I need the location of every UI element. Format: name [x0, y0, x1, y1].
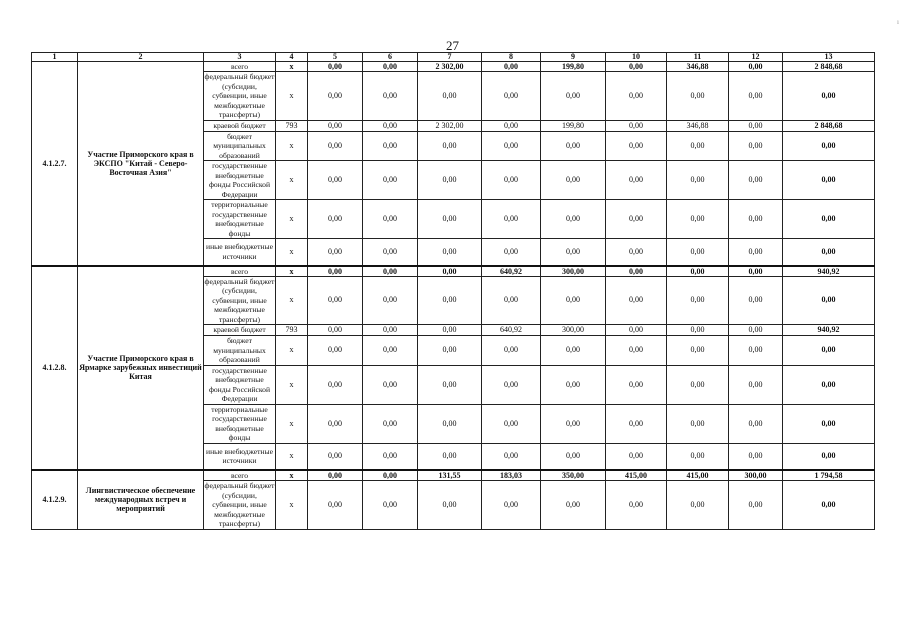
measure-code: 4.1.2.8.	[32, 266, 78, 471]
funding-source: государственные внебюджетные фонды Российской Федерации	[204, 365, 276, 404]
code-cell: x	[276, 239, 308, 266]
code-cell: x	[276, 62, 308, 72]
value-cell: 0,00	[667, 131, 729, 161]
value-cell: 0,00	[482, 72, 541, 121]
column-number: 5	[308, 53, 363, 62]
value-cell: 0,00	[363, 266, 418, 277]
funding-source: краевой бюджет	[204, 120, 276, 131]
value-cell: 0,00	[729, 200, 783, 239]
value-cell: 0,00	[308, 404, 363, 443]
value-cell: 0,00	[363, 276, 418, 325]
value-cell: 0,00	[667, 239, 729, 266]
measure-name: Участие Приморского края в ЭКСПО "Китай - Северо-Восточная Азия"	[78, 62, 204, 266]
value-cell: 0,00	[418, 131, 482, 161]
column-number: 6	[363, 53, 418, 62]
funding-source: иные внебюджетные источники	[204, 239, 276, 266]
value-cell: 0,00	[667, 200, 729, 239]
funding-source: государственные внебюджетные фонды Российской Федерации	[204, 161, 276, 200]
value-cell: 0,00	[418, 404, 482, 443]
value-cell: 0,00	[482, 443, 541, 470]
value-cell: 0,00	[783, 131, 875, 161]
value-cell: 0,00	[729, 161, 783, 200]
code-cell: 793	[276, 325, 308, 336]
funding-source: краевой бюджет	[204, 325, 276, 336]
value-cell: 0,00	[363, 200, 418, 239]
table-row	[32, 470, 875, 481]
value-cell: 0,00	[667, 276, 729, 325]
value-cell: 0,00	[418, 481, 482, 530]
value-cell: 300,00	[729, 470, 783, 481]
column-number: 2	[78, 53, 204, 62]
value-cell: 0,00	[418, 72, 482, 121]
code-cell: x	[276, 72, 308, 121]
value-cell: 0,00	[482, 239, 541, 266]
column-number: 7	[418, 53, 482, 62]
column-number: 13	[783, 53, 875, 62]
value-cell: 0,00	[783, 239, 875, 266]
value-cell: 0,00	[363, 325, 418, 336]
value-cell: 2 848,68	[783, 120, 875, 131]
code-cell: x	[276, 443, 308, 470]
value-cell: 0,00	[308, 239, 363, 266]
value-cell: 0,00	[667, 336, 729, 366]
column-number: 11	[667, 53, 729, 62]
value-cell: 0,00	[606, 481, 667, 530]
value-cell: 0,00	[606, 336, 667, 366]
budget-table	[31, 52, 875, 530]
value-cell: 0,00	[363, 404, 418, 443]
code-cell: 793	[276, 120, 308, 131]
value-cell: 0,00	[606, 239, 667, 266]
value-cell: 0,00	[418, 336, 482, 366]
value-cell: 0,00	[606, 161, 667, 200]
value-cell: 0,00	[363, 239, 418, 266]
value-cell: 0,00	[418, 325, 482, 336]
measure-name: Участие Приморского края в Ярмарке зарубежных инвестиций Китая	[78, 266, 204, 471]
corner-mark: ı	[897, 18, 899, 26]
value-cell: 0,00	[541, 336, 606, 366]
value-cell: 0,00	[308, 325, 363, 336]
value-cell: 0,00	[606, 325, 667, 336]
value-cell: 0,00	[783, 404, 875, 443]
column-number: 9	[541, 53, 606, 62]
value-cell: 0,00	[482, 481, 541, 530]
funding-source: иные внебюджетные источники	[204, 443, 276, 470]
funding-source: федеральный бюджет (субсидии, субвенции, иные межбюджетные трансферты)	[204, 72, 275, 119]
funding-source: всего	[204, 470, 276, 481]
value-cell: 0,00	[729, 481, 783, 530]
value-cell: 0,00	[729, 131, 783, 161]
measure-name: Лингвистическое обеспечение международных встреч и мероприятий	[78, 470, 204, 529]
value-cell: 0,00	[729, 336, 783, 366]
value-cell: 0,00	[308, 266, 363, 277]
value-cell: 0,00	[729, 266, 783, 277]
funding-source: бюджет муниципальных образований	[204, 336, 276, 366]
value-cell: 0,00	[308, 481, 363, 530]
value-cell: 0,00	[783, 481, 875, 530]
column-number: 12	[729, 53, 783, 62]
value-cell: 0,00	[482, 161, 541, 200]
measure-code: 4.1.2.7.	[32, 62, 78, 266]
value-cell: 640,92	[482, 325, 541, 336]
value-cell: 0,00	[541, 443, 606, 470]
value-cell: 2 302,00	[418, 62, 482, 72]
code-cell: x	[276, 266, 308, 277]
value-cell: 0,00	[418, 276, 482, 325]
value-cell: 0,00	[541, 239, 606, 266]
value-cell: 0,00	[667, 72, 729, 121]
value-cell: 0,00	[308, 62, 363, 72]
column-number: 10	[606, 53, 667, 62]
column-number: 8	[482, 53, 541, 62]
value-cell: 0,00	[606, 62, 667, 72]
value-cell: 415,00	[606, 470, 667, 481]
value-cell: 0,00	[541, 365, 606, 404]
value-cell: 0,00	[541, 131, 606, 161]
value-cell: 0,00	[308, 336, 363, 366]
table-row	[32, 62, 875, 72]
value-cell: 0,00	[606, 365, 667, 404]
code-cell: x	[276, 276, 308, 325]
value-cell: 346,88	[667, 120, 729, 131]
value-cell: 131,55	[418, 470, 482, 481]
value-cell: 350,00	[541, 470, 606, 481]
funding-source: бюджет муниципальных образований	[204, 131, 276, 161]
column-number: 1	[32, 53, 78, 62]
value-cell: 0,00	[308, 161, 363, 200]
value-cell: 0,00	[783, 365, 875, 404]
code-cell: x	[276, 481, 308, 530]
value-cell: 0,00	[606, 120, 667, 131]
measure-code: 4.1.2.9.	[32, 470, 78, 529]
value-cell: 0,00	[308, 131, 363, 161]
value-cell: 0,00	[482, 336, 541, 366]
value-cell: 0,00	[482, 200, 541, 239]
value-cell: 300,00	[541, 266, 606, 277]
page-number: 27	[446, 38, 459, 53]
code-cell: x	[276, 131, 308, 161]
funding-source: всего	[204, 62, 276, 72]
code-cell: x	[276, 200, 308, 239]
funding-source: федеральный бюджет (субсидии, субвенции, иные межбюджетные трансферты)	[204, 481, 275, 528]
funding-source: федеральный бюджет (субсидии, субвенции, иные межбюджетные трансферты)	[204, 276, 275, 324]
value-cell: 0,00	[308, 120, 363, 131]
value-cell: 0,00	[541, 276, 606, 325]
value-cell: 0,00	[363, 161, 418, 200]
value-cell: 0,00	[667, 481, 729, 530]
value-cell: 0,00	[783, 200, 875, 239]
value-cell: 0,00	[729, 325, 783, 336]
value-cell: 0,00	[363, 443, 418, 470]
value-cell: 0,00	[606, 131, 667, 161]
value-cell: 0,00	[667, 365, 729, 404]
value-cell: 0,00	[729, 120, 783, 131]
value-cell: 940,92	[783, 266, 875, 277]
value-cell: 0,00	[606, 266, 667, 277]
value-cell: 0,00	[363, 481, 418, 530]
value-cell: 415,00	[667, 470, 729, 481]
value-cell: 199,80	[541, 120, 606, 131]
value-cell: 2 848,68	[783, 62, 875, 72]
value-cell: 0,00	[308, 443, 363, 470]
value-cell: 199,80	[541, 62, 606, 72]
value-cell: 0,00	[418, 365, 482, 404]
value-cell: 0,00	[783, 336, 875, 366]
value-cell: 0,00	[541, 404, 606, 443]
value-cell: 0,00	[783, 72, 875, 121]
funding-source: территориальные государственные внебюджетные фонды	[204, 404, 276, 443]
funding-source: всего	[204, 266, 276, 277]
value-cell: 0,00	[541, 200, 606, 239]
value-cell: 0,00	[363, 72, 418, 121]
value-cell: 0,00	[783, 161, 875, 200]
value-cell: 640,92	[482, 266, 541, 277]
value-cell: 0,00	[363, 62, 418, 72]
value-cell: 0,00	[729, 276, 783, 325]
value-cell: 0,00	[482, 276, 541, 325]
value-cell: 0,00	[308, 276, 363, 325]
value-cell: 0,00	[729, 443, 783, 470]
value-cell: 0,00	[606, 200, 667, 239]
value-cell: 0,00	[606, 72, 667, 121]
code-cell: x	[276, 470, 308, 481]
value-cell: 0,00	[667, 325, 729, 336]
value-cell: 0,00	[418, 161, 482, 200]
value-cell: 0,00	[482, 62, 541, 72]
value-cell: 0,00	[606, 276, 667, 325]
value-cell: 0,00	[418, 239, 482, 266]
code-cell: x	[276, 365, 308, 404]
value-cell: 0,00	[363, 131, 418, 161]
value-cell: 0,00	[363, 336, 418, 366]
value-cell: 0,00	[729, 404, 783, 443]
value-cell: 0,00	[363, 120, 418, 131]
value-cell: 0,00	[729, 62, 783, 72]
column-number: 4	[276, 53, 308, 62]
value-cell: 0,00	[729, 239, 783, 266]
value-cell: 0,00	[418, 266, 482, 277]
funding-source: территориальные государственные внебюджетные фонды	[204, 200, 276, 239]
value-cell: 346,88	[667, 62, 729, 72]
value-cell: 0,00	[418, 200, 482, 239]
column-number: 3	[204, 53, 276, 62]
value-cell: 0,00	[783, 276, 875, 325]
code-cell: x	[276, 404, 308, 443]
value-cell: 0,00	[363, 470, 418, 481]
value-cell: 0,00	[783, 443, 875, 470]
value-cell: 300,00	[541, 325, 606, 336]
value-cell: 0,00	[482, 120, 541, 131]
value-cell: 0,00	[308, 72, 363, 121]
value-cell: 0,00	[541, 161, 606, 200]
value-cell: 0,00	[667, 266, 729, 277]
value-cell: 0,00	[667, 161, 729, 200]
code-cell: x	[276, 161, 308, 200]
code-cell: x	[276, 336, 308, 366]
value-cell: 0,00	[308, 365, 363, 404]
value-cell: 0,00	[729, 72, 783, 121]
value-cell: 0,00	[482, 131, 541, 161]
value-cell: 2 302,00	[418, 120, 482, 131]
value-cell: 0,00	[482, 365, 541, 404]
value-cell: 0,00	[606, 443, 667, 470]
value-cell: 0,00	[308, 470, 363, 481]
value-cell: 0,00	[541, 481, 606, 530]
value-cell: 1 794,58	[783, 470, 875, 481]
value-cell: 0,00	[729, 365, 783, 404]
value-cell: 0,00	[541, 72, 606, 121]
header-row	[32, 53, 875, 62]
value-cell: 0,00	[667, 443, 729, 470]
value-cell: 0,00	[606, 404, 667, 443]
value-cell: 0,00	[667, 404, 729, 443]
value-cell: 940,92	[783, 325, 875, 336]
value-cell: 183,03	[482, 470, 541, 481]
value-cell: 0,00	[363, 365, 418, 404]
value-cell: 0,00	[308, 200, 363, 239]
value-cell: 0,00	[418, 443, 482, 470]
value-cell: 0,00	[482, 404, 541, 443]
table-row	[32, 266, 875, 277]
